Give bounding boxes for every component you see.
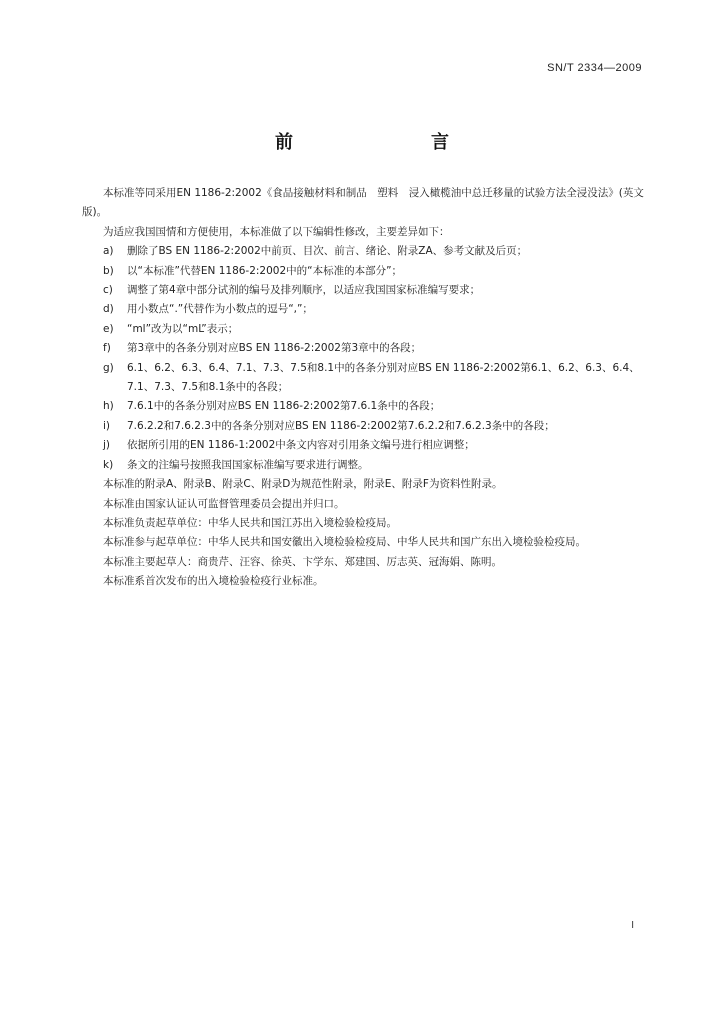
first-release-paragraph: 本标准系首次发布的出入境检验检疫行业标准。 xyxy=(103,575,324,588)
list-item xyxy=(82,417,644,436)
changes-intro-paragraph: 为适应我国国情和方便使用，本标准做了以下编辑性修改，主要差异如下： xyxy=(103,225,450,238)
list-item-text: 依据所引用的EN 1186-1:2002中条文内容对引用条文编号进行相应调整； xyxy=(127,439,475,452)
list-item-marker: i) xyxy=(103,419,111,432)
list-item-text: 7.6.1中的各条分别对应BS EN 1186-2:2002第7.6.1条中的各段； xyxy=(127,400,441,413)
list-item-text: 条文的注编号按照我国国家标准编写要求进行调整。 xyxy=(127,458,369,471)
appendix-note-paragraph: 本标准的附录A、附录B、附录C、附录D为规范性附录，附录E、附录F为资料性附录。 xyxy=(103,478,503,491)
list-item xyxy=(82,281,644,300)
list-item-marker: a) xyxy=(103,245,114,258)
intro-paragraph: 本标准等同采用EN 1186-2:2002《食品接触材料和制品 塑料 浸入橄榄油中总迁移量的试验方法全浸没法》(英文版)。 xyxy=(82,187,644,219)
list-item-marker: c) xyxy=(103,284,113,297)
list-item-marker: f) xyxy=(103,342,111,355)
list-item-text: “ml”改为以“mL”表示； xyxy=(127,322,239,335)
list-item xyxy=(82,456,644,475)
list-item-marker: b) xyxy=(103,264,114,277)
list-item-marker: d) xyxy=(103,303,114,316)
list-item xyxy=(82,320,644,339)
drafters-paragraph: 本标准主要起草人：商贵芹、汪容、徐英、卞学东、郑建国、厉志英、冠海娟、陈明。 xyxy=(103,555,502,568)
changes-list xyxy=(82,242,644,475)
list-item xyxy=(82,359,644,398)
list-item-marker: e) xyxy=(103,322,114,335)
drafting-unit-paragraph: 本标准负责起草单位：中华人民共和国江苏出入境检验检疫局。 xyxy=(103,516,397,529)
list-item-text: 调整了第4章中部分试剂的编号及排列顺序，以适应我国国家标准编写要求； xyxy=(127,284,481,297)
list-item-text: 用小数点“.”代替作为小数点的逗号“,”； xyxy=(127,303,313,316)
proposer-paragraph: 本标准由国家认证认可监督管理委员会提出并归口。 xyxy=(103,497,345,510)
list-item xyxy=(82,242,644,261)
list-item-marker: k) xyxy=(103,458,114,471)
list-item xyxy=(82,397,644,416)
list-item-marker: h) xyxy=(103,400,114,413)
list-item-marker: g) xyxy=(103,361,114,374)
list-item xyxy=(82,339,644,358)
foreword-body xyxy=(82,184,644,592)
list-item-marker: j) xyxy=(103,439,111,452)
list-item-text: 删除了BS EN 1186-2:2002中前页、目次、前言、绪论、附录ZA、参考文献及后页； xyxy=(127,245,528,258)
list-item-text: 6.1、6.2、6.3、6.4、7.1、7.3、7.5和8.1中的各条分别对应BS EN 1186-2:2002第6.1、6.2、6.3、6.4、7.1、7.3、7.5和8.1条中的各段； xyxy=(127,361,640,394)
list-item xyxy=(82,436,644,455)
list-item xyxy=(82,300,644,319)
list-item-text: 以“本标准”代替EN 1186-2:2002中的“本标准的本部分”； xyxy=(127,264,403,277)
list-item-text: 第3章中的各条分别对应BS EN 1186-2:2002第3章中的各段； xyxy=(127,342,422,355)
page-number: I xyxy=(631,920,634,931)
page-title: 前 言 xyxy=(275,132,483,153)
list-item-text: 7.6.2.2和7.6.2.3中的各条分别对应BS EN 1186-2:2002第7.6.2.2和7.6.2.3条中的各段； xyxy=(127,419,555,432)
participating-units-paragraph: 本标准参与起草单位：中华人民共和国安徽出入境检验检疫局、中华人民共和国广东出入境检验检疫局。 xyxy=(103,536,586,549)
list-item xyxy=(82,262,644,281)
standard-code: SN/T 2334—2009 xyxy=(547,62,642,74)
